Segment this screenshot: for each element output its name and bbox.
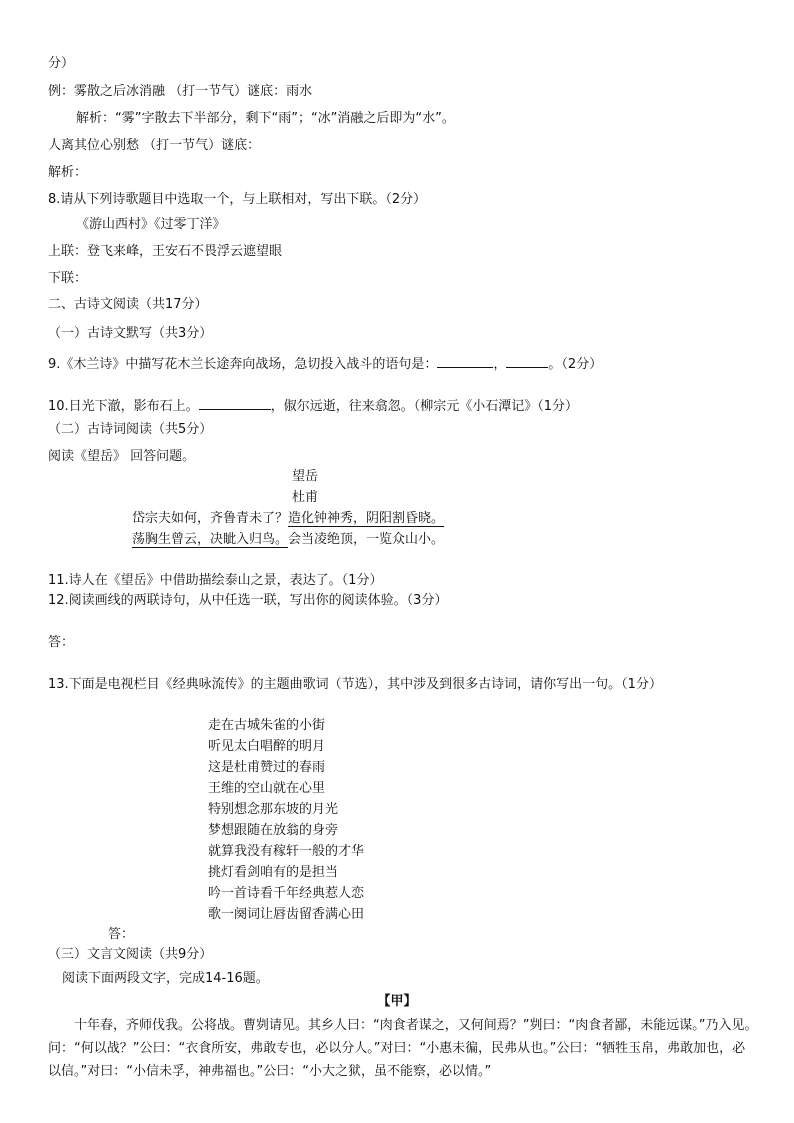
lyric-line: 挑灯看剑咱有的是担当 bbox=[208, 865, 339, 880]
read-prompt: 阅读《望岳》 回答问题。 bbox=[48, 449, 196, 464]
lyric-line: 走在古城朱雀的小街 bbox=[208, 718, 326, 733]
poem-line-2 bbox=[132, 531, 444, 549]
question-10-text-a: 10.日光下澈，影布石上。 bbox=[48, 399, 199, 414]
line-fen: 分） bbox=[48, 56, 75, 71]
question-10-text-b: ，俶尔远逝，往来翕忽。（柳宗元《小石潭记》（1分） bbox=[270, 399, 578, 414]
poem-title: 望岳 bbox=[292, 469, 319, 484]
poem-line-2b: 会当凌绝顶，一览众山小。 bbox=[288, 532, 445, 547]
poem-author: 杜甫 bbox=[292, 490, 319, 505]
section-2-3-heading: （三）文言文阅读（共9分） bbox=[48, 947, 213, 962]
lyric-line: 这是杜甫赞过的春雨 bbox=[208, 760, 326, 775]
answer-blank[interactable] bbox=[437, 353, 493, 368]
question-9 bbox=[48, 353, 602, 374]
lyric-line: 王维的空山就在心里 bbox=[208, 781, 326, 796]
question-11: 11.诗人在《望岳》中借助描绘泰山之景，表达了。（1分） bbox=[48, 573, 383, 588]
passage-jia-heading: 【甲】 bbox=[377, 994, 417, 1009]
lyric-line: 吟一首诗看千年经典惹人恋 bbox=[208, 886, 365, 901]
question-8-lower-couplet: 下联： bbox=[48, 271, 88, 286]
poem-line-2a-underlined: 荡胸生曾云，决眦入归鸟。 bbox=[132, 532, 289, 547]
question-9-text: 9.《木兰诗》中描写花木兰长途奔向战场，急切投入战斗的语句是： bbox=[48, 357, 438, 372]
question-8-upper-couplet: 上联：登飞来峰，王安石不畏浮云遮望眼 bbox=[48, 244, 283, 259]
section-2-heading: 二、古诗文阅读（共17分） bbox=[48, 297, 208, 312]
section-2-2-heading: （二）古诗词阅读（共5分） bbox=[48, 422, 213, 437]
poem-line-1a: 岱宗夫如何，齐鲁青未了？ bbox=[132, 511, 289, 526]
answer-blank[interactable] bbox=[506, 353, 548, 368]
example-riddle: 例：雾散之后冰消融 （打一节气）谜底：雨水 bbox=[48, 84, 313, 99]
lyric-line: 就算我没有稼轩一般的才华 bbox=[208, 844, 365, 859]
question-8: 8.请从下列诗歌题目中选取一个，与上联相对，写出下联。（2分） bbox=[48, 192, 427, 207]
example-analysis: 解析：“雾”字散去下半部分，剩下“雨”；“冰”消融之后即为“水”。 bbox=[76, 111, 455, 126]
lyric-line: 梦想跟随在放翁的身旁 bbox=[208, 823, 339, 838]
answer-blank[interactable] bbox=[199, 395, 271, 410]
question-10 bbox=[48, 395, 578, 416]
riddle-question: 人离其位心别愁 （打一节气）谜底： bbox=[48, 138, 261, 153]
lyric-line: 歌一阕词让唇齿留香满心田 bbox=[208, 907, 365, 922]
poem-line-1 bbox=[132, 510, 444, 528]
analysis-label: 解析： bbox=[48, 165, 88, 180]
section-2-1-heading: （一）古诗文默写（共3分） bbox=[48, 326, 213, 341]
question-9-points: 。（2分） bbox=[548, 357, 603, 372]
lyric-line: 听见太白唱醉的明月 bbox=[208, 739, 326, 754]
lyric-line: 特别想念那东坡的月光 bbox=[208, 802, 339, 817]
poem-line-1b-underlined: 造化钟神秀，阴阳割昏晓。 bbox=[288, 511, 445, 526]
question-13: 13.下面是电视栏目《经典咏流传》的主题曲歌词（节选），其中涉及到很多古诗词，请你写出一句。（1分） bbox=[48, 677, 662, 692]
question-8-options: 《游山西村》《过零丁洋》 bbox=[76, 217, 226, 232]
question-12: 12.阅读画线的两联诗句，从中任选一联，写出你的阅读体验。（3分） bbox=[48, 593, 448, 608]
read-prompt-2: 阅读下面两段文字，完成14-16题。 bbox=[62, 971, 269, 986]
answer-label: 答： bbox=[48, 635, 75, 650]
question-9-separator: ， bbox=[493, 357, 507, 372]
classical-passage: 十年春，齐师伐我。公将战。曹刿请见。其乡人曰：“肉食者谋之，又何间焉？”刿曰：“肉食者鄙，未能远谋。”乃入见。问：“何以战？”公曰：“衣食所安，弗敢专也，必以分人。”对曰：“小惠未徧，民弗从也。”公曰：“牺牲玉帛，弗敢加也，必以信。”对曰：“小信未孚，神弗福也。”公曰：“小大之狱，虽不能察，必以情。” bbox=[48, 1018, 758, 1079]
answer-label: 答： bbox=[108, 927, 135, 942]
